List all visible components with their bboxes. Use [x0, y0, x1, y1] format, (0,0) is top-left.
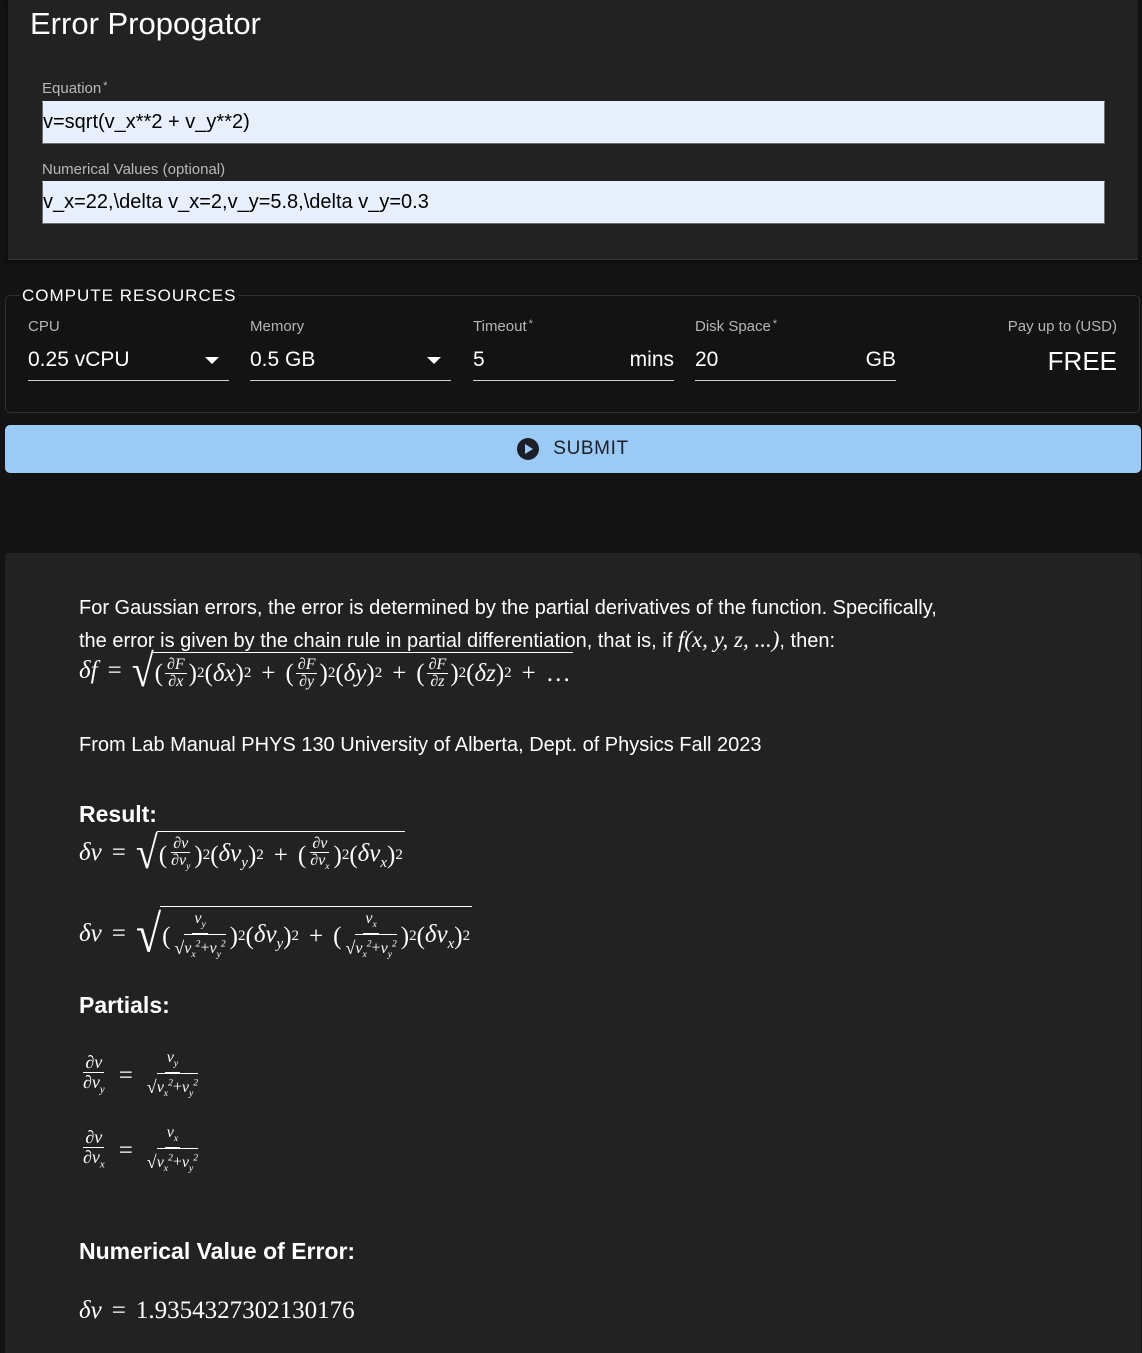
timeout-unit: mins: [629, 348, 674, 371]
disk-space-unit: GB: [865, 348, 896, 371]
caret-down-icon: [205, 357, 219, 364]
timeout-label: Timeout *: [473, 318, 533, 335]
intro-text: For Gaussian errors, the error is determined by the partial derivatives of the function. Specifically, the error is given by the chain rule in partial differentiation, that is, if f(x, y, z, ...), then:: [79, 597, 937, 652]
cpu-label: CPU: [28, 318, 60, 335]
result-panel: [5, 553, 1141, 1353]
memory-label: Memory: [250, 318, 305, 335]
compute-resources: [5, 286, 1140, 413]
equation-input[interactable]: [42, 101, 1105, 144]
play-circle-icon: [517, 438, 539, 460]
partials-heading: Partials:: [79, 992, 170, 1018]
result-heading: Result:: [79, 801, 157, 827]
equation-panel: [8, 0, 1138, 260]
result-formula-expanded: δv = √ ( $v_y$ √ $v_x^2+v_y^2$ ) 2 ( $\delta v_y$ ) 2 + ( $v_x$ √ $v_x^2+v_y^2$ ) 2 ( $\delta v_x$ ) 2: [79, 904, 471, 964]
page-title: Error Propogator: [30, 6, 261, 41]
function-expression: f(x, y, z, ...): [677, 627, 780, 652]
pay-value: FREE: [1047, 346, 1117, 376]
disk-space-label: Disk Space *: [695, 318, 778, 335]
memory-field: [250, 318, 451, 381]
timeout-input[interactable]: 5 mins: [473, 347, 674, 381]
pay-field: [1008, 318, 1117, 377]
partial-derivative-vx: $\frac{\partial v}{\partial v_x}$ = $v_x$ √ $v_x^2+v_y^2$: [79, 1125, 202, 1177]
pay-label: Pay up to (USD): [1007, 318, 1117, 335]
cpu-select[interactable]: 0.25 vCPU: [28, 347, 229, 381]
equation-label: Equation *: [42, 80, 108, 97]
submit-label: SUBMIT: [553, 438, 629, 459]
numerical-values-input[interactable]: [42, 181, 1105, 224]
disk-space-field: [695, 318, 896, 381]
compute-resources-legend: COMPUTE RESOURCES: [22, 286, 237, 305]
source-citation: From Lab Manual PHYS 130 University of Alberta, Dept. of Physics Fall 2023: [79, 734, 762, 756]
numerical-values-label: Numerical Values (optional): [42, 161, 226, 178]
timeout-field: [473, 318, 674, 381]
partial-derivative-vy: $\frac{\partial v}{\partial v_y}$ = $v_y$ √ $v_x^2+v_y^2$: [79, 1050, 202, 1102]
caret-down-icon: [427, 357, 441, 364]
general-error-formula: δf = √ ( $\frac{\partial F}{\partial x}$ ) 2 ( δx ) 2 + ( $\frac{\partial F}{\partial y}$ ) 2 ( δy ) 2 + ( $\frac{\partial F}{\partial z}$ ) 2 ( δz ) 2 + …: [79, 644, 571, 697]
numerical-error-value: δv = 1.9354327302130176: [79, 1297, 355, 1324]
submit-button[interactable]: [5, 425, 1141, 473]
memory-select[interactable]: 0.5 GB: [250, 347, 451, 381]
result-formula-symbolic: δv = √ ( $\frac{\partial v}{\partial v_y}$ ) 2 ( $\delta v_y$ ) 2 + ( $\frac{\partial v}{\partial v_x}$ ) 2 ( $\delta v_x$ ) 2: [79, 826, 403, 879]
numerical-value-heading: Numerical Value of Error:: [79, 1238, 356, 1264]
disk-space-input[interactable]: 20 GB: [695, 347, 896, 381]
cpu-field: [28, 318, 229, 381]
